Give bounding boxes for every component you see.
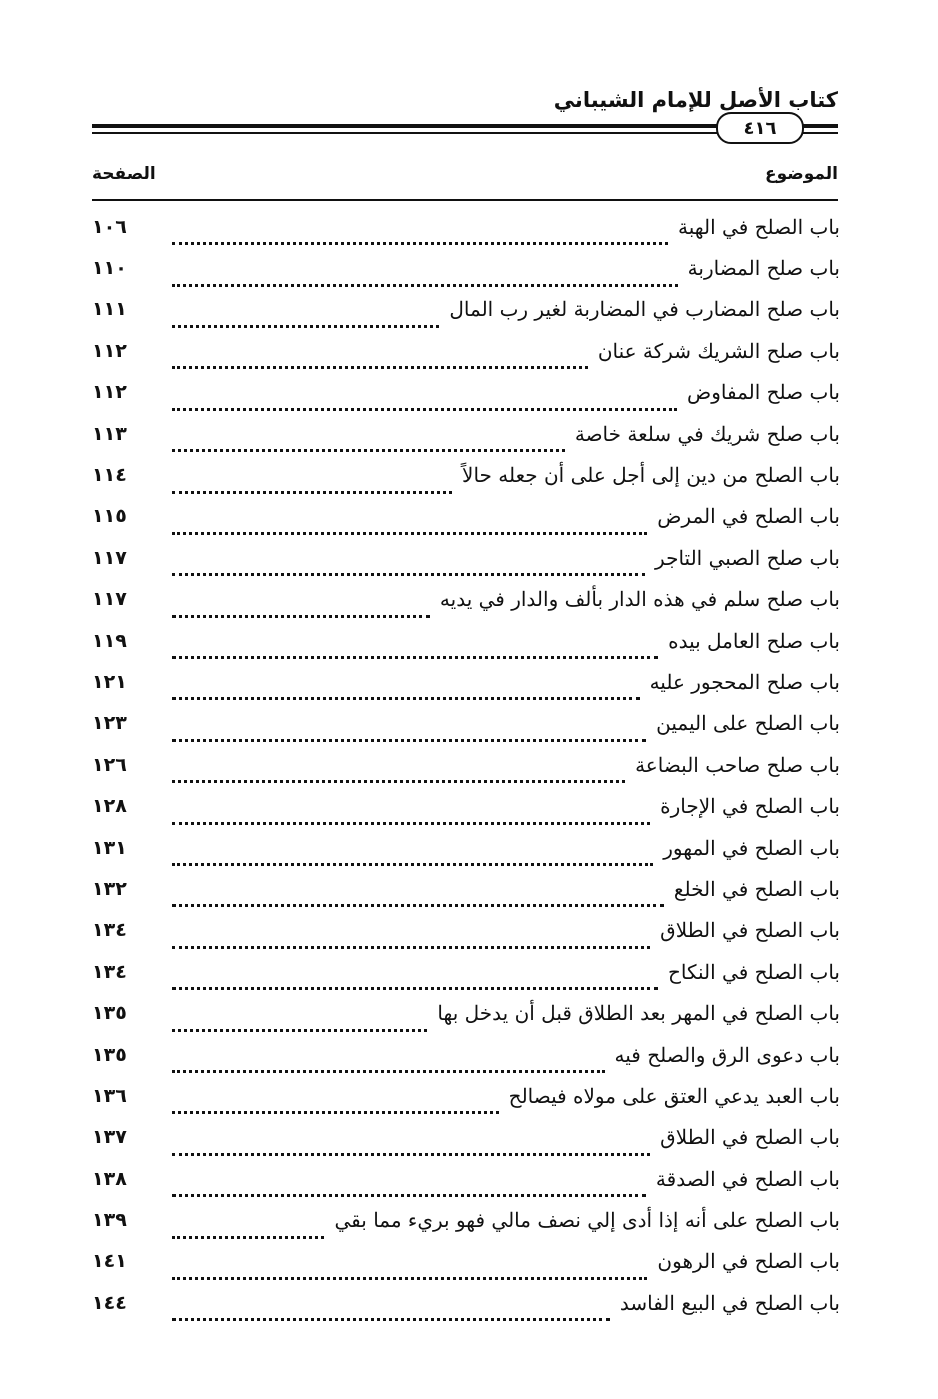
toc-entry-page: ١١٣ (92, 422, 127, 445)
toc-entry (92, 868, 840, 909)
leader-dots (172, 260, 678, 287)
toc-entry-title: باب صلح المفاوض (687, 380, 840, 405)
leader-dots (172, 1170, 646, 1197)
toc-entry-page: ١٢٣ (92, 712, 127, 735)
toc-entry-page: ١١٩ (92, 629, 127, 652)
toc-entry-title: باب دعوى الرق والصلح فيه (614, 1042, 840, 1067)
toc-entry (92, 620, 840, 661)
toc-entry-title: باب الصلح في البيع الفاسد (619, 1290, 840, 1315)
leader-dots (172, 384, 677, 411)
toc-entry-page: ١٣٥ (92, 1002, 127, 1025)
leader-dots (172, 1129, 650, 1156)
toc-entry-title: باب صلح صاحب البضاعة (635, 752, 840, 777)
table-of-contents (92, 206, 840, 1324)
leader-dots (172, 922, 650, 949)
toc-entry-page: ١٣٥ (92, 1043, 127, 1066)
leader-dots (172, 301, 439, 328)
toc-entry-title: باب الصلح في الطلاق (660, 1125, 840, 1150)
toc-entry-page: ١١١ (92, 298, 127, 321)
leader-dots (172, 1046, 605, 1073)
toc-entry-page: ١١٢ (92, 381, 127, 404)
toc-entry-page: ١١٥ (92, 505, 127, 528)
toc-entry-title: باب الصلح في الهبة (678, 214, 840, 239)
toc-entry-title: باب الصلح في المهر بعد الطلاق قبل أن يدخل بها (437, 1001, 840, 1026)
toc-entry-title: باب الصلح من دين إلى أجل على أن جعله حالاً (462, 463, 840, 488)
toc-entry-page: ١٢٦ (92, 753, 127, 776)
leader-dots (172, 218, 668, 245)
toc-entry (92, 992, 840, 1033)
leader-dots (172, 673, 640, 700)
toc-entry-page: ١١٠ (92, 257, 127, 280)
toc-entry (92, 827, 840, 868)
leader-dots (172, 715, 646, 742)
toc-entry-title: باب الصلح في المرض (657, 504, 840, 529)
toc-entry-page: ١٣٨ (92, 1167, 127, 1190)
toc-entry (92, 496, 840, 537)
leader-dots (172, 632, 658, 659)
leader-dots (172, 425, 565, 452)
toc-entry-page: ١٣٧ (92, 1126, 127, 1149)
toc-entry-title: باب الصلح في المهور (663, 835, 840, 860)
toc-entry-page: ١٣٢ (92, 877, 127, 900)
leader-dots (172, 1005, 427, 1032)
toc-entry-title: باب الصلح على اليمين (656, 711, 840, 736)
page-column-header: الصفحة (92, 164, 156, 184)
toc-entry-page: ١٤١ (92, 1250, 127, 1273)
toc-entry-title: باب صلح المضارب في المضاربة لغير رب المال (449, 297, 840, 322)
toc-entry-title: باب الصلح في الرهون (657, 1249, 840, 1274)
page-number-badge (716, 112, 804, 144)
toc-entry (92, 661, 840, 702)
leader-dots (172, 756, 625, 783)
toc-entry (92, 454, 840, 495)
toc-entry-title: باب الصلح في الطلاق (660, 918, 840, 943)
toc-entry (92, 1199, 840, 1240)
leader-dots (172, 1212, 324, 1239)
toc-entry (92, 951, 840, 992)
leader-dots (172, 1253, 647, 1280)
leader-dots (172, 508, 647, 535)
toc-entry-page: ١٣٩ (92, 1209, 127, 1232)
toc-entry-page: ١١٤ (92, 464, 127, 487)
toc-entry (92, 247, 840, 288)
leader-dots (172, 467, 452, 494)
toc-entry-page: ١٢٨ (92, 795, 127, 818)
toc-entry-title: باب صلح سلم في هذه الدار بألف والدار في يديه (439, 587, 840, 612)
toc-entry (92, 1117, 840, 1158)
toc-entry (92, 413, 840, 454)
page-header (92, 82, 838, 142)
topic-column-header: الموضوع (765, 164, 838, 184)
toc-entry-title: باب العبد يدعي العتق على مولاه فيصالح (508, 1083, 840, 1108)
toc-entry (92, 1075, 840, 1116)
leader-dots (172, 963, 658, 990)
leader-dots (172, 1087, 499, 1114)
toc-entry-page: ١١٧ (92, 588, 127, 611)
leader-dots (172, 549, 645, 576)
toc-entry (92, 1241, 840, 1282)
toc-entry-title: باب الصلح في النكاح (667, 959, 840, 984)
toc-entry (92, 289, 840, 330)
toc-entry-title: باب صلح الشريك شركة عنان (597, 338, 840, 363)
toc-entry (92, 1158, 840, 1199)
book-title: كتاب الأصل للإمام الشيباني (553, 88, 838, 112)
leader-dots (172, 839, 653, 866)
toc-entry-page: ١٣٤ (92, 960, 127, 983)
toc-entry-page: ١٠٦ (92, 215, 127, 238)
toc-entry-title: باب صلح المضاربة (687, 256, 840, 281)
toc-entry-page: ١٤٤ (92, 1291, 127, 1314)
page-number: ٤١٦ (743, 117, 777, 139)
toc-entry-title: باب الصلح على أنه إذا أدى إلي نصف مالي فهو بريء مما بقي (334, 1208, 840, 1233)
toc-entry-page: ١٣١ (92, 836, 127, 859)
toc-entry (92, 910, 840, 951)
toc-entry-title: باب الصلح في الإجارة (660, 794, 840, 819)
toc-entry (92, 703, 840, 744)
toc-entry-page: ١٢١ (92, 670, 127, 693)
leader-dots (172, 798, 650, 825)
toc-entry-page: ١١٢ (92, 339, 127, 362)
toc-entry-page: ١٣٤ (92, 919, 127, 942)
leader-dots (172, 880, 664, 907)
toc-entry-page: ١١٧ (92, 546, 127, 569)
toc-entry (92, 1282, 840, 1323)
toc-entry (92, 206, 840, 247)
toc-entry (92, 330, 840, 371)
toc-entry-page: ١٣٦ (92, 1084, 127, 1107)
toc-entry-title: باب صلح شريك في سلعة خاصة (574, 421, 840, 446)
toc-entry-title: باب الصلح في الخلع (673, 876, 840, 901)
toc-entry (92, 1034, 840, 1075)
toc-entry-title: باب صلح المحجور عليه (649, 669, 840, 694)
leader-dots (172, 591, 430, 618)
column-headers (92, 158, 838, 194)
toc-entry-title: باب الصلح في الصدقة (655, 1166, 840, 1191)
toc-entry (92, 744, 840, 785)
toc-entry-title: باب صلح العامل بيده (668, 628, 840, 653)
toc-entry (92, 579, 840, 620)
toc-entry-title: باب صلح الصبي التاجر (655, 545, 840, 570)
leader-dots (172, 342, 588, 369)
leader-dots (172, 1294, 610, 1321)
column-header-rule (92, 199, 838, 201)
toc-entry (92, 537, 840, 578)
toc-entry (92, 372, 840, 413)
toc-entry (92, 785, 840, 826)
